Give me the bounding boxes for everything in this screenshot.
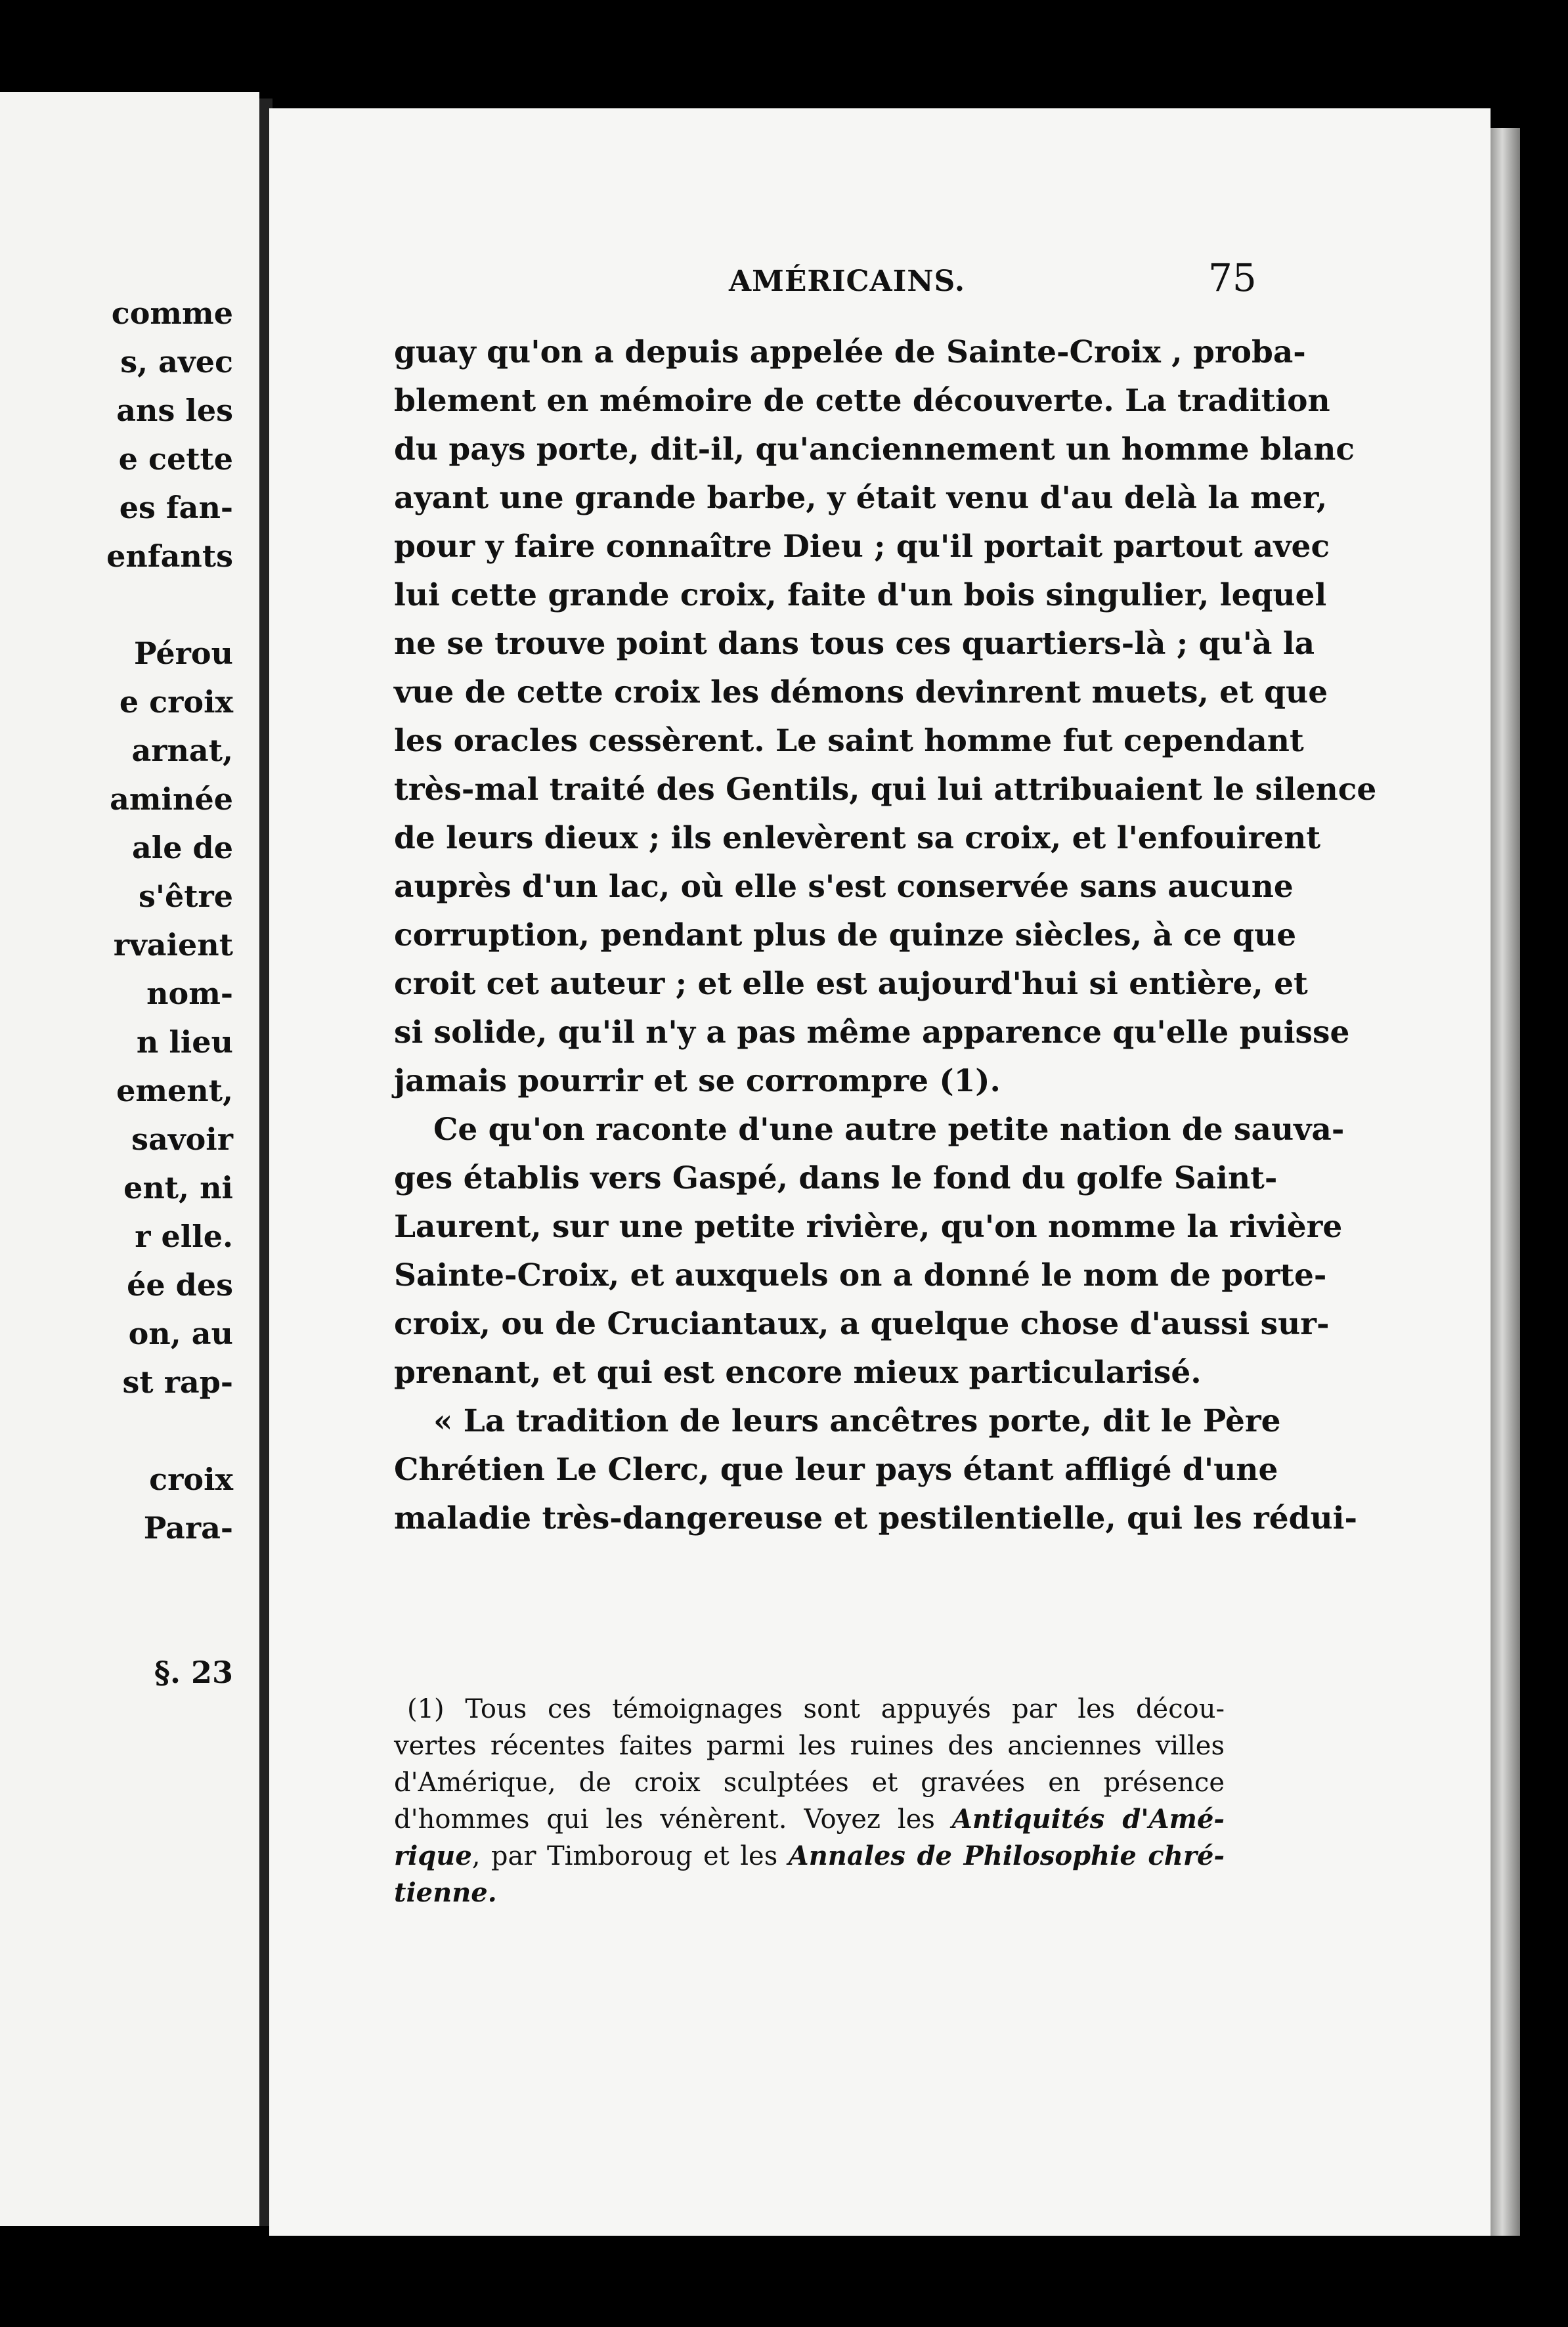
text-line: maladie très-dangereuse et pestilentielle, qui les rédui- <box>394 1500 1358 1536</box>
text-line: ne se trouve point dans tous ces quartiers-là ; qu'à la <box>394 626 1315 662</box>
left-page-fragment <box>0 92 259 2226</box>
main-page <box>269 108 1491 2236</box>
page-edge <box>1491 128 1520 2236</box>
left-line: on, au <box>128 1316 233 1351</box>
text-line: vue de cette croix les démons devinrent muets, et que <box>394 674 1328 710</box>
text-line: ayant une grande barbe, y était venu d'au delà la mer, <box>394 480 1328 516</box>
footnote <box>394 1691 1225 1911</box>
footnote-line <box>394 1838 1225 1875</box>
left-line: aminée <box>110 781 233 817</box>
left-line: st rap- <box>122 1364 233 1400</box>
footnote-italic: Antiquités d'Amé- <box>951 1804 1225 1835</box>
text-line: si solide, qu'il n'y a pas même apparence qu'elle puisse <box>394 1014 1350 1051</box>
text-line: « La tradition de leurs ancêtres porte, dit le Père <box>433 1403 1281 1439</box>
footnote-italic: tienne. <box>394 1877 497 1908</box>
footnote-line: d'Amérique, de croix sculptées et gravées en présence <box>394 1768 1225 1798</box>
left-line: ée des <box>127 1267 233 1303</box>
text-line: les oracles cessèrent. Le saint homme fut cependant <box>394 723 1304 759</box>
footnote-line <box>394 1801 1225 1838</box>
footnote-italic: rique <box>394 1840 472 1871</box>
left-line: es fan- <box>119 490 233 525</box>
left-line: e cette <box>118 441 233 477</box>
left-line: arnat, <box>131 733 233 768</box>
footnote-italic: Annales de Philosophie chré- <box>788 1840 1225 1871</box>
left-line: ale de <box>132 830 233 865</box>
footnote-line: (1) Tous ces témoignages sont appuyés par les décou- <box>407 1694 1225 1724</box>
left-line: enfants <box>106 538 233 574</box>
text-line: croit cet auteur ; et elle est aujourd'hui si entière, et <box>394 966 1308 1002</box>
text-line: de leurs dieux ; ils enlevèrent sa croix, et l'enfouirent <box>394 820 1321 856</box>
text-line: Ce qu'on raconte d'une autre petite nation de sauva- <box>433 1112 1345 1148</box>
footnote-line <box>394 1875 1225 1911</box>
body-text <box>394 328 1377 1543</box>
left-line: Pérou <box>134 636 233 671</box>
text-line: du pays porte, dit-il, qu'anciennement un homme blanc <box>394 431 1355 468</box>
left-line: n lieu <box>136 1024 233 1060</box>
left-line: savoir <box>131 1121 233 1157</box>
left-line: rvaient <box>113 927 233 963</box>
text-line: Sainte-Croix, et auxquels on a donné le nom de porte- <box>394 1257 1327 1294</box>
text-line: corruption, pendant plus de quinze siècles, à ce que <box>394 917 1297 953</box>
footnote-text: d'hommes qui les vénèrent. Voyez les <box>394 1804 952 1835</box>
left-line: comme <box>111 295 233 331</box>
left-line: s'être <box>139 879 233 914</box>
left-line: e croix <box>119 684 233 720</box>
left-line: ement, <box>116 1073 233 1108</box>
text-line: pour y faire connaître Dieu ; qu'il portait partout avec <box>394 529 1330 565</box>
text-line: croix, ou de Cruciantaux, a quelque chose d'aussi sur- <box>394 1306 1330 1342</box>
left-line: ent, ni <box>123 1170 233 1206</box>
left-line: s, avec <box>120 344 233 380</box>
text-line: jamais pourrir et se corrompre (1). <box>394 1063 1001 1099</box>
text-line: Laurent, sur une petite rivière, qu'on nomme la rivière <box>394 1209 1343 1245</box>
text-line: prenant, et qui est encore mieux particularisé. <box>394 1355 1202 1391</box>
text-line: guay qu'on a depuis appelée de Sainte-Croix , proba- <box>394 334 1306 370</box>
page-number: 75 <box>1208 255 1257 300</box>
running-head: AMÉRICAINS. <box>729 265 966 298</box>
text-line: Chrétien Le Clerc, que leur pays étant affligé d'une <box>394 1452 1278 1488</box>
left-line: ans les <box>116 393 233 428</box>
left-line: croix <box>149 1462 233 1497</box>
text-line: lui cette grande croix, faite d'un bois singulier, lequel <box>394 577 1327 613</box>
text-line: très-mal traité des Gentils, qui lui attribuaient le silence <box>394 772 1377 808</box>
left-line: §. 23 <box>154 1655 233 1690</box>
text-line: ges établis vers Gaspé, dans le fond du golfe Saint- <box>394 1160 1278 1196</box>
left-line: Para- <box>143 1510 233 1546</box>
footnote-line: vertes récentes faites parmi les ruines des anciennes villes <box>394 1731 1225 1761</box>
left-line: r elle. <box>135 1219 233 1254</box>
text-line: auprès d'un lac, où elle s'est conservée sans aucune <box>394 869 1294 905</box>
left-line: nom- <box>146 976 233 1011</box>
text-line: blement en mémoire de cette découverte. La tradition <box>394 383 1330 419</box>
footnote-text: , par Timboroug et les <box>471 1841 789 1871</box>
